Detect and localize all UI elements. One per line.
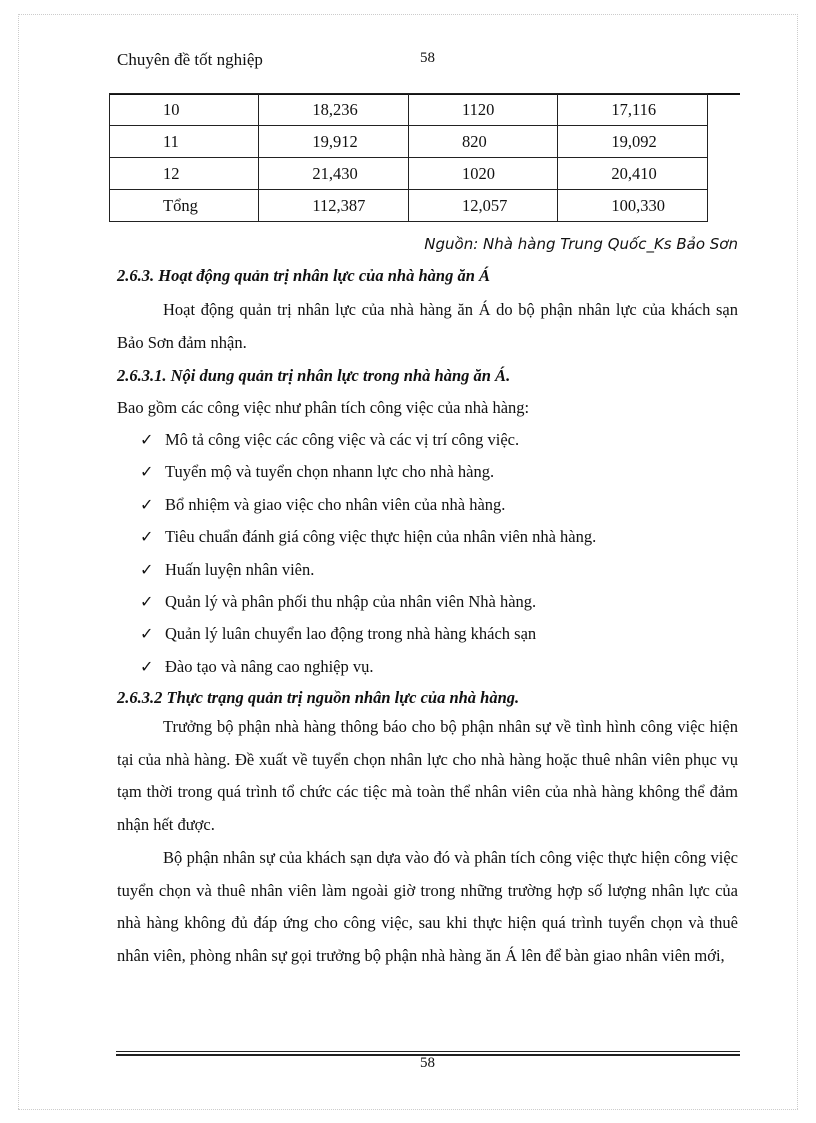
table-cell: 112,387 [259,190,409,222]
section-heading-2-6-3-1: 2.6.3.1. Nội dung quản trị nhân lực trong nhà hàng ăn Á. [117,366,511,385]
list-item: ✓ Đào tạo và nâng cao nghiệp vụ. [140,651,596,683]
header-title: Chuyên đề tốt nghiệp [117,50,263,69]
table-cell: 21,430 [259,158,409,190]
table-cell: 19,092 [558,126,708,158]
table-source-note: Nguồn: Nhà hàng Trung Quốc_Ks Bảo Sơn [424,235,738,253]
table-cell: 100,330 [558,190,708,222]
table-cell: 20,410 [558,158,708,190]
task-checklist [140,424,596,683]
page-guide-left [18,14,19,1109]
section-paragraph: Bộ phận nhân sự của khách sạn dựa vào đó và phân tích công việc thực hiện công việc tuyển chọn và thuê nhân viên làm ngoài giờ trong những trường hợp số lượng nhân lực của nhà hàng không đủ đáp ứng cho công việc, sau khi thực hiện quá trình tuyển chọn và thuê nhân viên, phòng nhân sự gọi trưởng bộ phận nhà hàng ăn Á lên để bàn giao nhân viên mới, [117,848,738,965]
section-paragraph: Hoạt động quản trị nhân lực của nhà hàng ăn Á do bộ phận nhân lực của khách sạn Bảo Sơn đảm nhận. [117,300,738,352]
table-row [110,126,708,158]
table-cell: 11 [110,126,259,158]
table-row [110,94,708,126]
check-icon: ✓ [140,624,154,644]
list-intro: Bao gồm các công việc như phân tích công việc của nhà hàng: [117,398,530,417]
check-icon: ✓ [140,591,154,611]
check-icon: ✓ [140,527,154,547]
table-cell: 18,236 [259,94,409,126]
check-icon: ✓ [140,656,154,676]
check-icon: ✓ [140,430,154,449]
list-item: ✓ Quản lý luân chuyển lao động trong nhà hàng khách sạn [140,618,596,650]
footer-page-number: 58 [420,1055,435,1071]
footer-rule [116,1051,740,1052]
table-cell: 17,116 [558,94,708,126]
list-item: ✓ Tuyển mộ và tuyển chọn nhann lực cho nhà hàng. [140,456,596,488]
list-item: ✓ Tiêu chuẩn đánh giá công việc thực hiện của nhân viên nhà hàng. [140,521,596,553]
table-cell: 19,912 [259,126,409,158]
check-icon: ✓ [140,559,154,579]
table-cell: 12 [110,158,259,190]
table-cell: Tổng [110,190,259,222]
table-cell: 10 [110,94,259,126]
table-row-total [110,190,708,222]
check-icon: ✓ [140,494,154,514]
revenue-table [109,93,708,222]
section-heading-2-6-3-2: 2.6.3.2 Thực trạng quản trị nguồn nhân lực của nhà hàng. [117,688,520,707]
section-heading-2-6-3: 2.6.3. Hoạt động quản trị nhân lực của nhà hàng ăn Á [117,266,490,285]
list-item: ✓ Quản lý và phân phối thu nhập của nhân viên Nhà hàng. [140,586,596,618]
list-item: ✓ Mô tả công việc các công việc và các vị trí công việc. [140,424,596,456]
table-cell: 1020 [408,158,557,190]
list-item: ✓ Huấn luyện nhân viên. [140,554,596,586]
check-icon: ✓ [140,462,154,482]
page-guide-bottom [18,1109,798,1110]
header-page-number: 58 [420,50,435,66]
table-cell: 12,057 [408,190,557,222]
list-item: ✓ Bổ nhiệm và giao việc cho nhân viên của nhà hàng. [140,489,596,521]
table-cell: 1120 [408,94,557,126]
page-guide-top [18,14,798,15]
section-paragraph: Trưởng bộ phận nhà hàng thông báo cho bộ phận nhân sự về tình hình công việc hiện tại của nhà hàng. Đề xuất về tuyển chọn nhân lực cho nhà hàng hoặc thuê nhân viên phục vụ tạm thời trong quá trình tổ chức các tiệc mà toàn thể nhân viên của nhà hàng không thể đảm nhận hết được. [117,717,738,834]
table-row [110,158,708,190]
table-cell: 820 [408,126,557,158]
page-guide-right [797,14,798,1109]
